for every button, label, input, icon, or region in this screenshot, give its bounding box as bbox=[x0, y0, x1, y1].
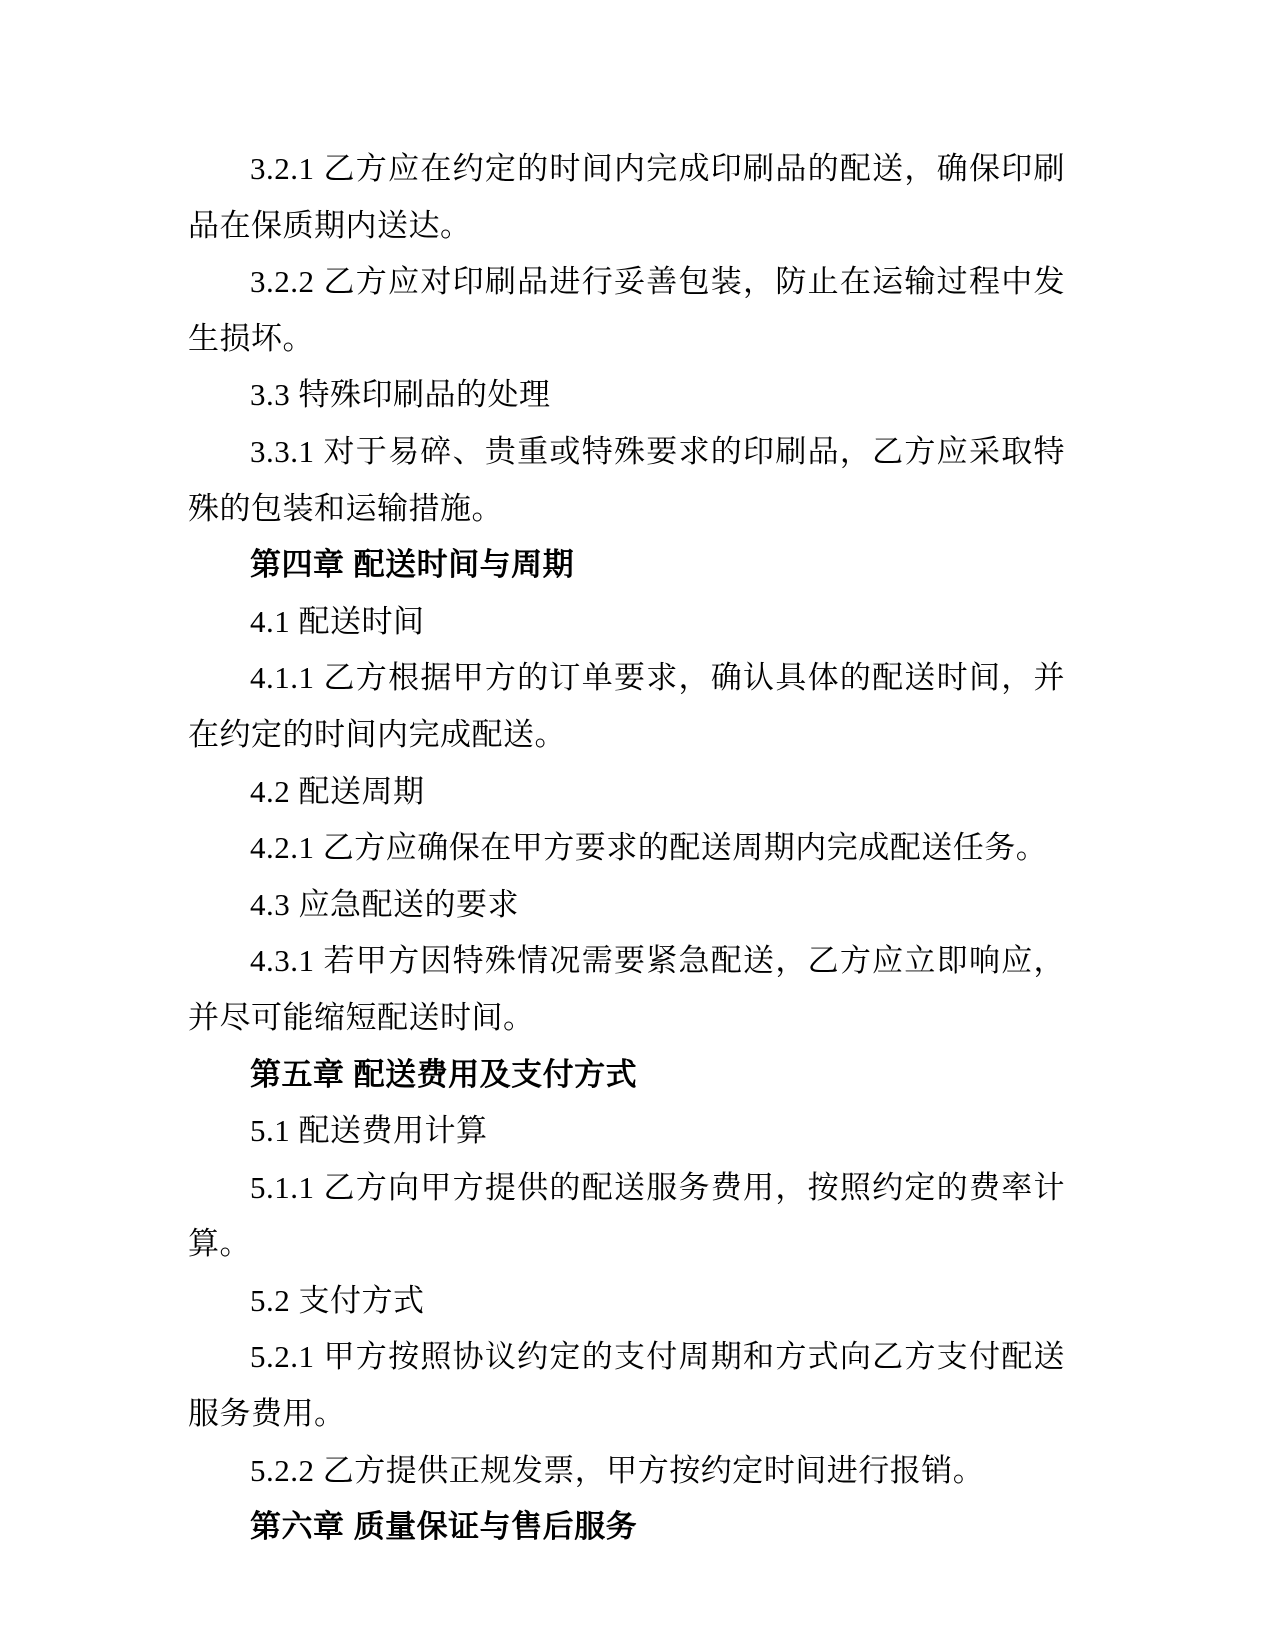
chapter-heading: 第四章 配送时间与周期 bbox=[250, 547, 575, 583]
clause-paragraph: 5.2.1 甲方按照协议约定的支付周期和方式向乙方支付配送服务费用。 bbox=[188, 1339, 1065, 1432]
clause-paragraph: 4.2 配送周期 bbox=[250, 773, 425, 809]
chapter-heading: 第六章 质量保证与售后服务 bbox=[250, 1509, 638, 1545]
chapter-heading: 第五章 配送费用及支付方式 bbox=[250, 1056, 638, 1092]
clause-paragraph: 4.3.1 若甲方因特殊情况需要紧急配送，乙方应立即响应，并尽可能缩短配送时间。 bbox=[188, 943, 1065, 1035]
clause-paragraph: 3.2.1 乙方应在约定的时间内完成印刷品的配送，确保印刷品在保质期内送达。 bbox=[188, 151, 1065, 243]
document-body bbox=[188, 141, 1065, 1556]
clause-paragraph: 3.3 特殊印刷品的处理 bbox=[250, 377, 551, 413]
clause-paragraph: 4.1 配送时间 bbox=[250, 603, 425, 639]
clause-paragraph: 3.3.1 对于易碎、贵重或特殊要求的印刷品，乙方应采取特殊的包装和运输措施。 bbox=[188, 433, 1065, 526]
clause-paragraph: 3.2.2 乙方应对印刷品进行妥善包装，防止在运输过程中发生损坏。 bbox=[188, 264, 1065, 356]
clause-paragraph: 5.2 支付方式 bbox=[250, 1282, 425, 1318]
clause-paragraph: 5.1.1 乙方向甲方提供的配送服务费用，按照约定的费率计算。 bbox=[188, 1169, 1065, 1262]
clause-paragraph: 5.2.2 乙方提供正规发票，甲方按约定时间进行报销。 bbox=[250, 1452, 985, 1488]
clause-paragraph: 4.1.1 乙方根据甲方的订单要求，确认具体的配送时间，并在约定的时间内完成配送。 bbox=[188, 660, 1065, 752]
clause-paragraph: 4.2.1 乙方应确保在甲方要求的配送周期内完成配送任务。 bbox=[250, 830, 1048, 866]
clause-paragraph: 5.1 配送费用计算 bbox=[250, 1113, 488, 1149]
clause-paragraph: 4.3 应急配送的要求 bbox=[250, 886, 519, 922]
